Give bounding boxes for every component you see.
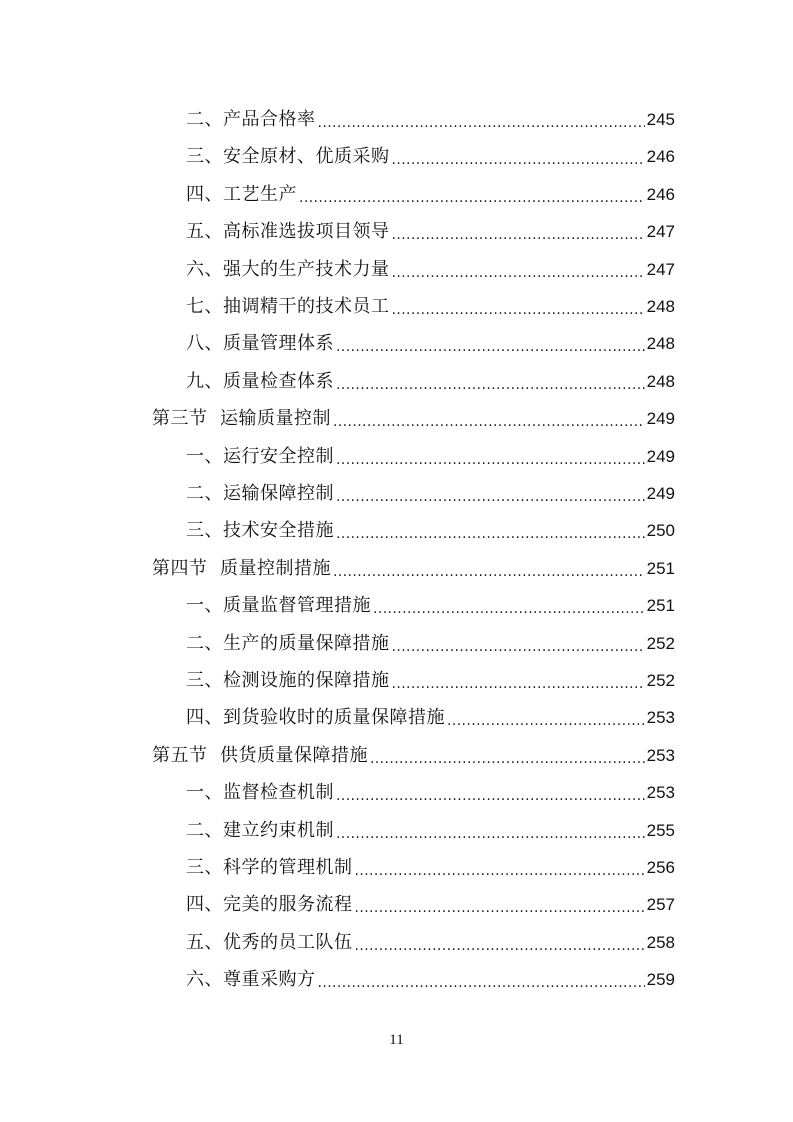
toc-entry-page: 248	[646, 371, 675, 391]
toc-entry-title: 三、安全原材、优质采购	[186, 146, 390, 168]
toc-entry[interactable]	[0, 102, 793, 138]
toc-entry-page: 253	[646, 783, 675, 803]
toc-entry-line	[186, 439, 675, 475]
toc-entry-line	[186, 588, 675, 624]
toc-entry[interactable]	[0, 401, 793, 437]
toc-entry-line	[186, 513, 675, 549]
toc-entry-title: 四、工艺生产	[186, 183, 297, 205]
toc-entry-page: 246	[646, 184, 675, 204]
toc-entry-page: 247	[646, 259, 675, 279]
toc-dot-leader	[299, 177, 645, 213]
toc-entry[interactable]	[0, 850, 793, 886]
toc-entry-line	[186, 139, 675, 175]
toc-entry-page: 248	[646, 334, 675, 354]
toc-entry-title: 六、尊重采购方	[186, 969, 316, 991]
page-number: 11	[389, 1032, 404, 1048]
toc-entry-line	[186, 663, 675, 699]
toc-entry[interactable]	[0, 813, 793, 849]
toc-entry[interactable]	[0, 476, 793, 512]
toc-entry-title: 二、运输保障控制	[186, 483, 334, 504]
toc-entry-line	[186, 962, 675, 998]
toc-entry[interactable]	[0, 326, 793, 362]
toc-dot-leader	[336, 513, 645, 549]
toc-dot-leader	[370, 738, 645, 774]
toc-entry-title: 三、检测设施的保障措施	[186, 670, 390, 691]
toc-dot-leader	[336, 476, 645, 512]
toc-entry-title: 二、产品合格率	[186, 109, 316, 130]
toc-entry-title: 四、到货验收时的质量保障措施	[186, 707, 445, 729]
toc-entry[interactable]	[0, 887, 793, 923]
toc-entry-line	[186, 626, 675, 662]
toc-entry-line	[186, 326, 675, 362]
toc-entry[interactable]	[0, 588, 793, 624]
toc-dot-leader	[392, 626, 645, 662]
toc-entry-page: 249	[646, 484, 675, 503]
toc-entry-page: 249	[646, 446, 675, 466]
toc-entry[interactable]	[0, 551, 793, 587]
toc-entry-line	[152, 738, 675, 774]
toc-dot-leader	[447, 700, 645, 736]
toc-entry-line	[186, 850, 675, 886]
toc-entry-page: 259	[646, 970, 675, 990]
toc-entry-page: 250	[646, 521, 675, 541]
toc-entry[interactable]	[0, 925, 793, 961]
toc-entry-title: 二、生产的质量保障措施	[186, 632, 390, 654]
toc-entry-line	[152, 401, 675, 437]
toc-entry-page: 258	[646, 932, 675, 952]
toc-entry[interactable]	[0, 289, 793, 325]
toc-entry[interactable]	[0, 513, 793, 549]
toc-entry-title: 一、运行安全控制	[186, 445, 334, 467]
toc-entry-title: 一、质量监督管理措施	[186, 595, 371, 617]
toc-entry[interactable]	[0, 439, 793, 475]
toc-entry-title: 第五节 供货质量保障措施	[152, 744, 368, 766]
toc-entry-title: 八、质量管理体系	[186, 333, 334, 355]
toc-dot-leader	[392, 214, 645, 250]
toc-dot-leader	[333, 401, 645, 437]
toc-dot-leader	[392, 663, 645, 699]
toc-entry-line	[186, 887, 675, 923]
toc-entry[interactable]	[0, 700, 793, 736]
toc-entry-page: 253	[646, 745, 675, 765]
toc-entry-page: 255	[646, 820, 675, 840]
toc-dot-leader	[336, 813, 645, 849]
toc-entry-page: 246	[646, 147, 675, 167]
toc-entry-page: 248	[646, 297, 675, 316]
toc-entry-title: 第四节 质量控制措施	[152, 557, 331, 579]
toc-entry[interactable]	[0, 663, 793, 699]
toc-entry-page: 251	[646, 558, 675, 578]
toc-entry-title: 二、建立约束机制	[186, 819, 334, 841]
toc-entry-title: 第三节 运输质量控制	[152, 408, 331, 430]
toc-entry-title: 三、技术安全措施	[186, 520, 334, 542]
toc-entry-line	[186, 476, 675, 512]
toc-dot-leader	[336, 364, 645, 400]
toc-entry[interactable]	[0, 962, 793, 998]
toc-entry-page: 252	[646, 671, 675, 690]
toc-dot-leader	[336, 775, 645, 811]
toc-entry-line	[186, 177, 675, 213]
toc-entry-page: 249	[646, 409, 675, 429]
toc-entry-title: 九、质量检查体系	[186, 370, 334, 392]
toc-dot-leader	[318, 962, 645, 998]
toc-dot-leader	[336, 439, 645, 475]
toc-entry-page: 257	[646, 895, 675, 915]
toc-entry-line	[186, 925, 675, 961]
toc-dot-leader	[318, 102, 645, 138]
toc-entry-page: 245	[646, 110, 675, 129]
toc-dot-leader	[336, 326, 645, 362]
toc-dot-leader	[333, 551, 645, 587]
toc-entry-title: 七、抽调精干的技术员工	[186, 296, 390, 317]
toc-dot-leader	[392, 139, 645, 175]
toc-entry-line	[186, 813, 675, 849]
toc-entry-page: 251	[646, 596, 675, 616]
toc-dot-leader	[392, 289, 645, 325]
toc-entry[interactable]	[0, 177, 793, 213]
toc-entry-page: 253	[646, 708, 675, 728]
toc-entry-page: 256	[646, 858, 675, 877]
toc-entry[interactable]	[0, 139, 793, 175]
toc-entry-line	[186, 102, 675, 138]
toc-entry[interactable]	[0, 252, 793, 288]
toc-entry[interactable]	[0, 738, 793, 774]
toc-entry-title: 四、完美的服务流程	[186, 894, 353, 916]
toc-entry-line	[186, 252, 675, 288]
toc-entry[interactable]	[0, 214, 793, 250]
toc-entry[interactable]	[0, 626, 793, 662]
toc-entry-line	[186, 775, 675, 811]
toc-dot-leader	[355, 850, 645, 886]
toc-dot-leader	[373, 588, 645, 624]
toc-entry-title: 一、监督检查机制	[186, 782, 334, 804]
toc-entry-page: 252	[646, 633, 675, 653]
toc-entry-line	[152, 551, 675, 587]
toc-entry-title: 三、科学的管理机制	[186, 857, 353, 878]
toc-entry-line	[186, 700, 675, 736]
toc-entry-line	[186, 289, 675, 325]
toc-dot-leader	[355, 887, 645, 923]
toc-entry-line	[186, 214, 675, 250]
toc-entry-title: 六、强大的生产技术力量	[186, 258, 390, 280]
toc-entry[interactable]	[0, 364, 793, 400]
toc-dot-leader	[355, 925, 645, 961]
toc-entry-line	[186, 364, 675, 400]
toc-dot-leader	[392, 252, 645, 288]
toc-entry-title: 五、优秀的员工队伍	[186, 931, 353, 953]
toc-entry[interactable]	[0, 775, 793, 811]
toc-entry-page: 247	[646, 222, 675, 242]
toc-entry-title: 五、高标准选拔项目领导	[186, 221, 390, 243]
